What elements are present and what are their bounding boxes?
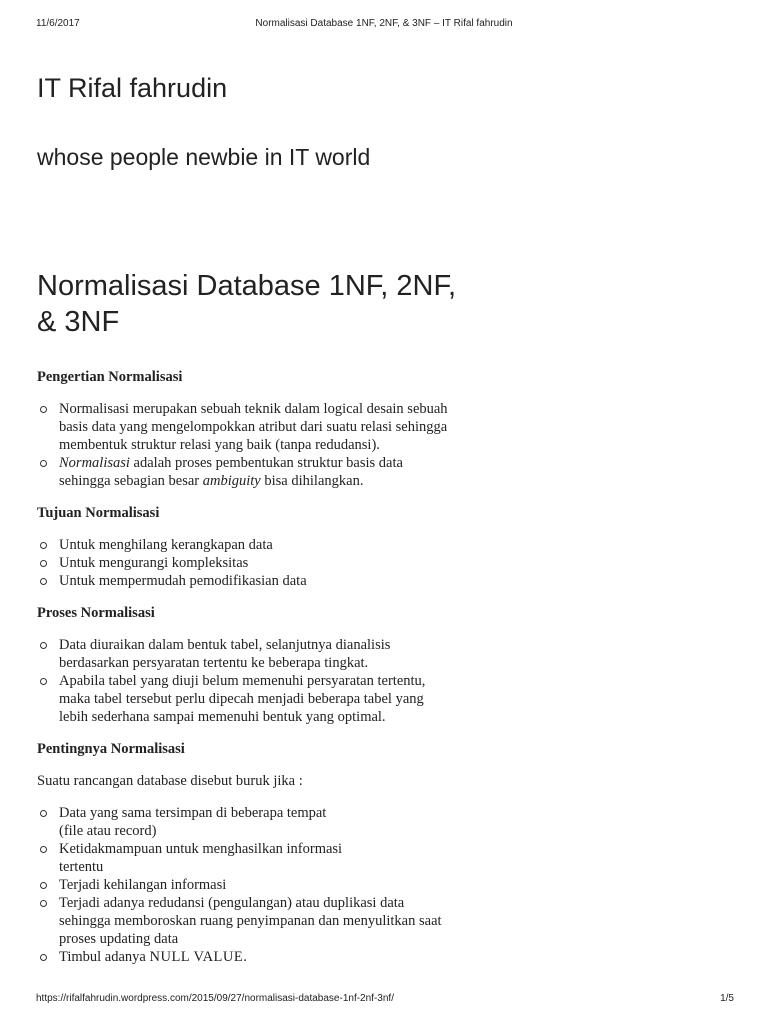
print-page-title: Normalisasi Database 1NF, 2NF, & 3NF – IT Rifal fahrudin <box>255 18 513 29</box>
paragraph-intro: Suatu rancangan database disebut buruk jika : <box>37 773 303 789</box>
section-heading-pengertian: Pengertian Normalisasi <box>37 369 183 385</box>
section-heading-tujuan: Tujuan Normalisasi <box>37 505 160 521</box>
list-item: Normalisasi merupakan sebuah teknik dalam logical desain sebuah basis data yang mengelompokkan atribut dari suatu relasi sehingga membentuk struktur relasi yang baik (tanpa redudansi). <box>59 400 537 454</box>
print-url[interactable]: https://rifalfahrudin.wordpress.com/2015/09/27/normalisasi-database-1nf-2nf-3nf/ <box>36 993 394 1004</box>
page-content <box>37 70 537 980</box>
post-title <box>37 268 507 340</box>
print-footer <box>0 993 768 1007</box>
section-heading-pentingnya: Pentingnya Normalisasi <box>37 741 185 757</box>
list-item: Untuk menghilang kerangkapan data <box>59 536 537 554</box>
list-item: Ketidakmampuan untuk menghasilkan informasi tertentu <box>59 840 537 876</box>
list-item: Apabila tabel yang diuji belum memenuhi persyaratan tertentu, maka tabel tersebut perlu dipecah menjadi beberapa tabel yang lebih sederhana sampai memenuhi bentuk yang optimal. <box>59 672 537 726</box>
print-date: 11/6/2017 <box>36 18 80 29</box>
list-item: Data diuraikan dalam bentuk tabel, selanjutnya dianalisis berdasarkan persyaratan tertentu ke beberapa tingkat. <box>59 636 537 672</box>
list-tujuan <box>37 536 537 590</box>
post-body <box>37 368 537 966</box>
list-pengertian <box>37 400 537 490</box>
page-number: 1/5 <box>720 993 734 1004</box>
list-item: Terjadi kehilangan informasi <box>59 876 537 894</box>
site-title[interactable]: IT Rifal fahrudin <box>37 73 228 103</box>
list-item: Terjadi adanya redudansi (pengulangan) atau duplikasi data sehingga memboroskan ruang penyimpanan dan menyulitkan saat proses updating data <box>59 894 537 948</box>
section-heading-proses: Proses Normalisasi <box>37 605 155 621</box>
list-item: Timbul adanya NULL VALUE. <box>59 948 537 966</box>
list-pentingnya <box>37 804 537 966</box>
list-proses <box>37 636 537 726</box>
list-item: Untuk mengurangi kompleksitas <box>59 554 537 572</box>
site-description: whose people newbie in IT world <box>37 144 371 170</box>
print-header <box>0 18 768 32</box>
post-title-line-1: Normalisasi Database 1NF, 2NF, <box>37 270 457 302</box>
list-item: Data yang sama tersimpan di beberapa tempat (file atau record) <box>59 804 537 840</box>
list-item: Normalisasi adalah proses pembentukan struktur basis data sehingga sebagian besar ambiguity bisa dihilangkan. <box>59 454 537 490</box>
post-title-line-2: & 3NF <box>37 306 120 338</box>
list-item: Untuk mempermudah pemodifikasian data <box>59 572 537 590</box>
